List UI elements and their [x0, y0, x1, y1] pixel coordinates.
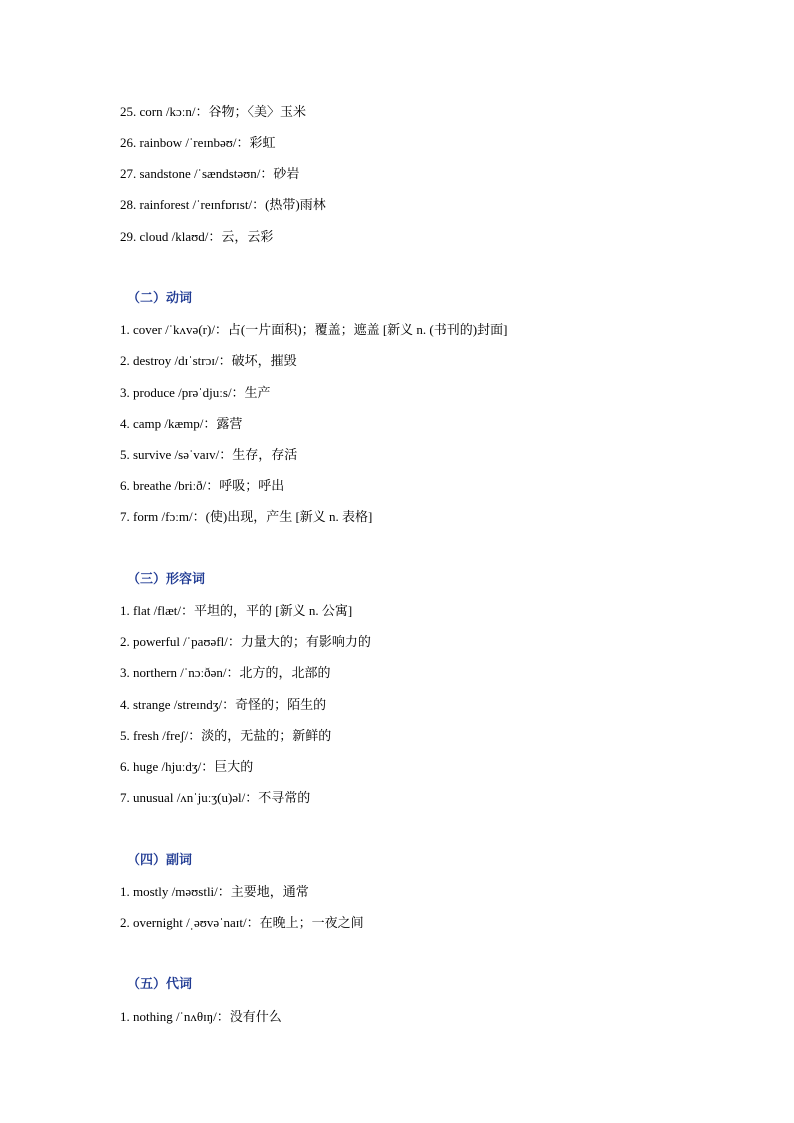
verb-entry-breathe: 6. breathe /briːð/：呼吸；呼出: [120, 478, 285, 493]
section-heading-pronouns: （五）代词: [127, 977, 193, 992]
adjective-entry-powerful: 2. powerful /ˈpaʊəfl/：力量大的；有影响力的: [120, 634, 371, 649]
verb-entry-cover: 1. cover /ˈkʌvə(r)/：占(一片面积)；覆盖；遮盖 [新义 n. (书刊的)封面]: [120, 322, 508, 337]
noun-entry-rainbow: 26. rainbow /ˈreɪnbəʊ/：彩虹: [120, 135, 276, 150]
verb-entry-produce: 3. produce /prəˈdjuːs/：生产: [120, 385, 271, 400]
noun-entry-rainforest: 28. rainforest /ˈreɪnfɒrɪst/：(热带)雨林: [120, 197, 326, 212]
adjective-entry-fresh: 5. fresh /freʃ/：淡的，无盐的；新鲜的: [120, 728, 332, 743]
adverb-entry-mostly: 1. mostly /məʊstli/：主要地，通常: [120, 884, 309, 899]
adjective-entry-strange: 4. strange /streɪndʒ/：奇怪的；陌生的: [120, 697, 327, 712]
verb-entry-form: 7. form /fɔːm/：(使)出现，产生 [新义 n. 表格]: [120, 509, 373, 524]
section-heading-verbs: （二）动词: [127, 291, 193, 306]
noun-entry-sandstone: 27. sandstone /ˈsændstəʊn/：砂岩: [120, 166, 300, 181]
adjective-entry-northern: 3. northern /ˈnɔːðən/：北方的，北部的: [120, 665, 331, 680]
section-heading-adjectives: （三）形容词: [127, 572, 206, 587]
verb-entry-destroy: 2. destroy /dɪˈstrɔɪ/：破坏，摧毁: [120, 353, 297, 368]
verb-entry-camp: 4. camp /kæmp/：露营: [120, 416, 243, 431]
pronoun-entry-nothing: 1. nothing /ˈnʌθɪŋ/：没有什么: [120, 1009, 282, 1024]
adjective-entry-flat: 1. flat /flæt/：平坦的，平的 [新义 n. 公寓]: [120, 603, 353, 618]
section-heading-adverbs: （四）副词: [127, 853, 193, 868]
noun-entry-corn: 25. corn /kɔːn/：谷物；〈美〉玉米: [120, 104, 306, 119]
adjective-entry-unusual: 7. unusual /ʌnˈjuːʒ(u)əl/：不寻常的: [120, 790, 311, 805]
verb-entry-survive: 5. survive /səˈvaɪv/：生存，存活: [120, 447, 298, 462]
noun-entry-cloud: 29. cloud /klaʊd/：云，云彩: [120, 229, 274, 244]
adjective-entry-huge: 6. huge /hjuːdʒ/：巨大的: [120, 759, 254, 774]
adverb-entry-overnight: 2. overnight /ˌəʊvəˈnaɪt/：在晚上；一夜之间: [120, 915, 364, 930]
